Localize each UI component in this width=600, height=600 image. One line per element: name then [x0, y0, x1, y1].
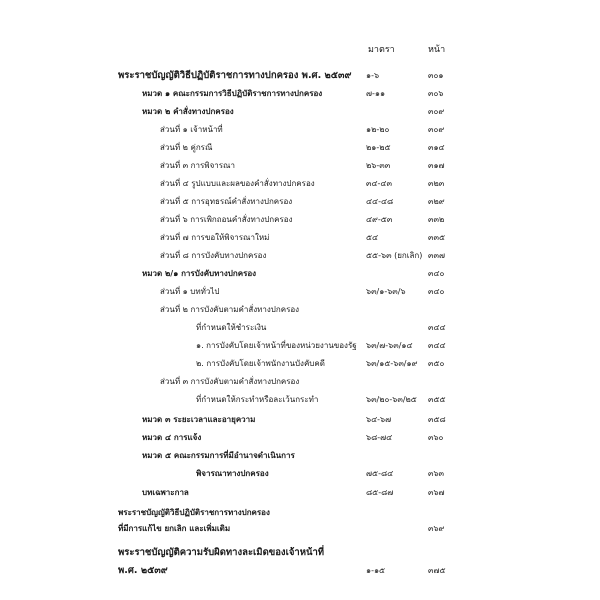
toc-entry-part-continued: [0, 391, 600, 409]
toc-section: ๘๕-๘๗: [366, 488, 394, 497]
toc-section: ๖๔-๖๗: [366, 415, 392, 424]
toc-page: ๓๖๓: [428, 469, 445, 478]
toc-entry-part: [0, 139, 600, 157]
toc-entry-part: [0, 157, 600, 175]
toc-section: ๖๓/๑-๖๓/๖: [366, 287, 406, 296]
toc-title: ส่วนที่ ๑ เจ้าหน้าที่: [160, 125, 223, 134]
toc-entry-act: [0, 67, 600, 85]
column-header-section: มาตรา: [368, 45, 395, 55]
toc-section: ๖๓/๗-๖๓/๑๔: [366, 341, 413, 350]
toc-title: หมวด ๔ การแจ้ง: [142, 433, 202, 442]
toc-entry-part: [0, 301, 600, 319]
toc-page: ๓๕๘: [428, 415, 446, 424]
toc-section: ๔๔-๔๘: [366, 197, 394, 206]
toc-title: ส่วนที่ ๒ คู่กรณี: [160, 143, 213, 152]
toc-entry-chapter: [0, 447, 600, 465]
toc-title: พระราชบัญญัติความรับผิดทางละเมิดของเจ้าหน้าที่: [118, 547, 325, 558]
toc-entry-act: [0, 544, 600, 562]
toc-page: ๓๓๕: [428, 233, 445, 242]
toc-page: ๓๐๙: [428, 107, 445, 116]
toc-page: ๓๐๑: [428, 71, 444, 80]
toc-entry-chapter: [0, 429, 600, 447]
toc-section: ๕๕-๖๓ (ยกเลิก): [366, 251, 423, 260]
toc-title: ที่กำหนดให้ชำระเงิน: [196, 323, 267, 332]
toc-entry-part: [0, 283, 600, 301]
toc-section: ๖๓/๑๕-๖๓/๑๙: [366, 359, 418, 368]
toc-entry-part: [0, 193, 600, 211]
toc-page: ๓๔๐: [428, 287, 445, 296]
toc-title: หมวด ๓ ระยะเวลาและอายุความ: [142, 415, 256, 424]
toc-entry-chapter: [0, 265, 600, 283]
toc-section: ๑๒-๒๐: [366, 125, 390, 134]
toc-page: ๓๓๗: [428, 251, 445, 260]
toc-title: หมวด ๒ คำสั่งทางปกครอง: [142, 107, 234, 116]
toc-page: ๓๔๔: [428, 341, 446, 350]
toc-entry-part: [0, 247, 600, 265]
toc-page: ๓๖๐: [428, 433, 444, 442]
toc-entry-chapter: [0, 85, 600, 103]
toc-section: ๒๖-๓๓: [366, 161, 391, 170]
toc-page: ๓๑๗: [428, 161, 445, 170]
toc-title: ส่วนที่ ๔ รูปแบบและผลของคำสั่งทางปกครอง: [160, 179, 315, 188]
toc-page: ๓๐๖: [428, 89, 444, 98]
toc-section: ๔๙-๕๓: [366, 215, 393, 224]
toc-section: ๑-๑๕: [366, 566, 386, 575]
toc-title: ส่วนที่ ๓ การพิจารณา: [160, 161, 235, 170]
toc-title: บทเฉพาะกาล: [142, 488, 189, 497]
toc-title: พระราชบัญญัติวิธีปฏิบัติราชการทางปกครอง: [118, 508, 270, 517]
toc-entry-chapter: [0, 411, 600, 429]
toc-entry-part: [0, 229, 600, 247]
toc-section: ๖๘-๗๔: [366, 433, 393, 442]
toc-title: ส่วนที่ ๕ การอุทธรณ์คำสั่งทางปกครอง: [160, 197, 293, 206]
toc-entry-chapter: [0, 103, 600, 121]
toc-title: ที่มีการแก้ไข ยกเลิก และเพิ่มเติม: [118, 524, 231, 533]
toc-title: พิจารณาทางปกครอง: [196, 469, 269, 478]
toc-title: ส่วนที่ ๗ การขอให้พิจารณาใหม่: [160, 233, 270, 242]
toc-section: ๕๔: [366, 233, 379, 242]
toc-page: ๓๖๙: [428, 524, 445, 533]
toc-title: พระราชบัญญัติวิธีปฏิบัติราชการทางปกครอง พ.ศ. ๒๕๓๙: [118, 70, 352, 81]
toc-title: ๒. การบังคับโดยเจ้าพนักงานบังคับคดี: [196, 359, 325, 368]
toc-entry-part: [0, 211, 600, 229]
toc-page: ๓๔๐: [428, 269, 445, 278]
toc-entry-act-continued: [0, 562, 600, 580]
toc-section: ๖๓/๒๐-๖๓/๒๕: [366, 395, 417, 404]
toc-title: พ.ศ. ๒๕๓๙: [118, 565, 168, 576]
toc-entry-transitory: [0, 484, 600, 502]
toc-title: หมวด ๒/๑ การบังคับทางปกครอง: [142, 269, 257, 278]
toc-page: ๓๓๒: [428, 215, 445, 224]
toc-entry-part-continued: [0, 319, 600, 337]
toc-section: ๒๑-๒๕: [366, 143, 391, 152]
toc-title: หมวด ๑ คณะกรรมการวิธีปฏิบัติราชการทางปกครอง: [142, 89, 323, 98]
toc-entry-act-continued: [0, 520, 600, 538]
toc-page: ๓๒๓: [428, 179, 445, 188]
toc-title: ส่วนที่ ๘ การบังคับทางปกครอง: [160, 251, 267, 260]
toc-section: ๑-๖: [366, 71, 380, 80]
toc-page: ๓๑๔: [428, 143, 445, 152]
toc-section: ๗-๑๑: [366, 89, 386, 98]
toc-title: ส่วนที่ ๒ การบังคับตามคำสั่งทางปกครอง: [160, 305, 300, 314]
toc-title: ที่กำหนดให้กระทำหรือละเว้นกระทำ: [196, 395, 319, 404]
toc-title: ส่วนที่ ๖ การเพิกถอนคำสั่งทางปกครอง: [160, 215, 293, 224]
toc-entry-subitem: [0, 337, 600, 355]
toc-entry-part: [0, 175, 600, 193]
toc-page: ๓๗๕: [428, 566, 446, 575]
toc-title: ส่วนที่ ๓ การบังคับตามคำสั่งทางปกครอง: [160, 377, 300, 386]
toc-entry-chapter-continued: [0, 465, 600, 483]
column-header-page: หน้า: [428, 45, 446, 55]
toc-title: ส่วนที่ ๑ บททั่วไป: [160, 287, 220, 296]
toc-section: ๓๔-๔๓: [366, 179, 392, 188]
toc-page: ๓๖๗: [428, 488, 445, 497]
toc-page: ๓๐๙: [428, 125, 445, 134]
toc-page: ๓๔๔: [428, 323, 446, 332]
toc-page: ๓๕๐: [428, 359, 445, 368]
toc-page: ๓๒๙: [428, 197, 445, 206]
toc-title: ๑. การบังคับโดยเจ้าหน้าที่ของหน่วยงานของรัฐ: [196, 341, 357, 350]
toc-entry-part: [0, 373, 600, 391]
toc-entry-part: [0, 121, 600, 139]
toc-page: ๓๕๕: [428, 395, 446, 404]
toc-entry-subitem: [0, 355, 600, 373]
toc-section: ๗๕-๘๔: [366, 469, 394, 478]
toc-title: หมวด ๕ คณะกรรมการที่มีอำนาจดำเนินการ: [142, 451, 295, 460]
